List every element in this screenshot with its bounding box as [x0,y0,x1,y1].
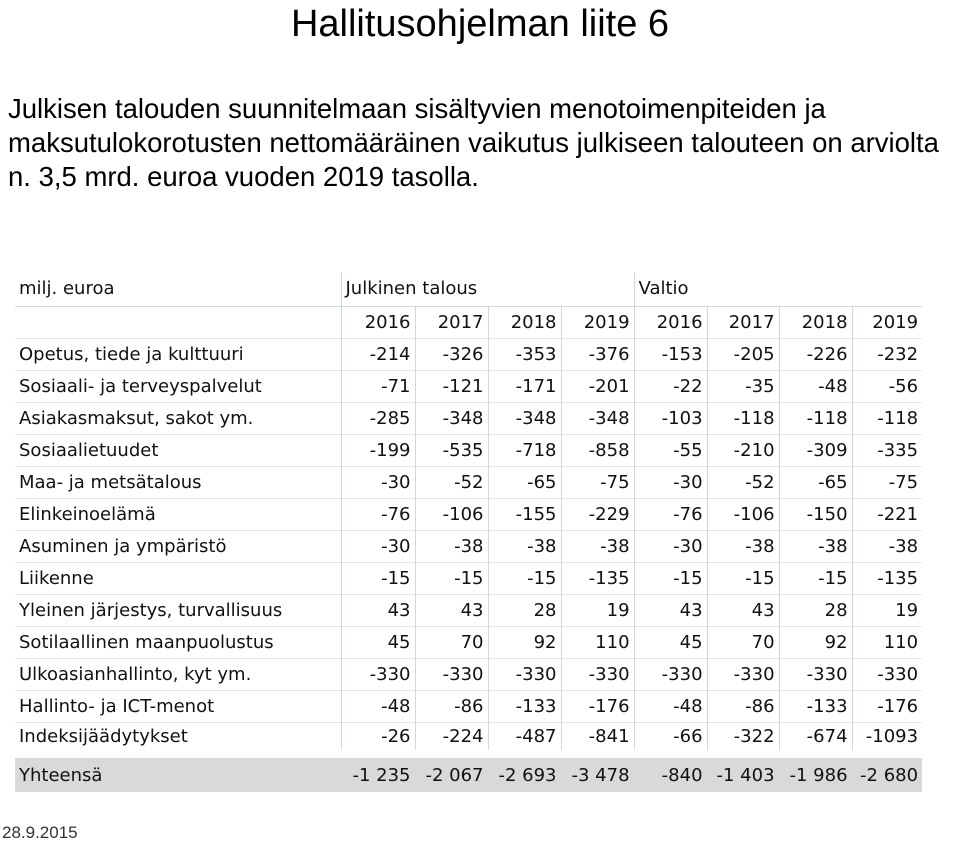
value-cell: -535 [415,434,488,466]
unit-label: milj. euroa [15,272,341,306]
budget-table [15,272,922,792]
value-cell: -76 [634,498,707,530]
value-cell: -330 [707,658,779,690]
value-cell: -133 [488,690,561,722]
value-cell: -30 [634,466,707,498]
value-cell: -285 [341,402,415,434]
year-header: 2016 [341,306,415,338]
budget-table-container [15,272,922,798]
value-cell: 43 [707,594,779,626]
table-row [15,658,922,690]
value-cell: -30 [341,530,415,562]
row-label: Sotilaallinen maanpuolustus [15,626,341,658]
table-row [15,402,922,434]
value-cell: -133 [779,690,852,722]
value-cell: -221 [852,498,922,530]
value-cell: -38 [561,530,634,562]
table-row [15,498,922,530]
value-cell: -118 [707,402,779,434]
value-cell: -106 [707,498,779,530]
year-header: 2018 [488,306,561,338]
value-cell: 110 [852,626,922,658]
value-cell: -330 [852,658,922,690]
value-cell: -55 [634,434,707,466]
slide-title: Hallitusohjelman liite 6 [290,3,670,45]
table-row [15,690,922,722]
value-cell: -330 [634,658,707,690]
value-cell: -232 [852,338,922,370]
value-cell: -674 [779,722,852,754]
value-cell: -15 [341,562,415,594]
value-cell: -121 [415,370,488,402]
group-header-julkinen-talous: Julkinen talous [341,272,634,306]
value-cell: -52 [415,466,488,498]
value-cell: -22 [634,370,707,402]
table-header-groups [15,272,922,306]
row-label: Yleinen järjestys, turvallisuus [15,594,341,626]
value-cell: -76 [341,498,415,530]
value-cell: -201 [561,370,634,402]
row-label: Elinkeinoelämä [15,498,341,530]
value-cell: -224 [415,722,488,754]
value-cell: -214 [341,338,415,370]
row-label: Hallinto- ja ICT-menot [15,690,341,722]
value-cell: -176 [852,690,922,722]
value-cell: -38 [415,530,488,562]
value-cell: -176 [561,690,634,722]
value-cell: -718 [488,434,561,466]
value-cell: 45 [634,626,707,658]
value-cell: 70 [707,626,779,658]
value-cell: -210 [707,434,779,466]
table-row [15,466,922,498]
value-cell: 28 [488,594,561,626]
value-cell: -15 [779,562,852,594]
value-cell: -48 [341,690,415,722]
total-value-cell: -840 [634,754,707,792]
value-cell: 19 [561,594,634,626]
row-label: Asuminen ja ympäristö [15,530,341,562]
value-cell: 43 [634,594,707,626]
value-cell: -858 [561,434,634,466]
row-label: Maa- ja metsätalous [15,466,341,498]
table-row [15,434,922,466]
value-cell: 28 [779,594,852,626]
total-value-cell: -1 235 [341,754,415,792]
value-cell: -71 [341,370,415,402]
value-cell: -48 [634,690,707,722]
value-cell: 92 [779,626,852,658]
table-row [15,626,922,658]
table-row [15,562,922,594]
value-cell: -841 [561,722,634,754]
value-cell: -326 [415,338,488,370]
year-header: 2017 [707,306,779,338]
slide-subtitle: Julkisen talouden suunnitelmaan sisältyvien menotoimenpiteiden ja maksutulokorotusten nettomääräinen vaikutus julkiseen talouteen on arviolta n. 3,5 mrd. euroa vuoden 2019 tasolla. [8,93,939,192]
total-row [15,754,922,792]
total-value-cell: -1 403 [707,754,779,792]
value-cell: -15 [415,562,488,594]
value-cell: -65 [779,466,852,498]
value-cell: -15 [488,562,561,594]
table-row [15,338,922,370]
value-cell: -353 [488,338,561,370]
value-cell: -38 [488,530,561,562]
value-cell: -66 [634,722,707,754]
value-cell: -376 [561,338,634,370]
value-cell: -30 [341,466,415,498]
value-cell: -106 [415,498,488,530]
value-cell: -330 [779,658,852,690]
value-cell: -38 [779,530,852,562]
value-cell: -150 [779,498,852,530]
value-cell: -335 [852,434,922,466]
value-cell: -135 [852,562,922,594]
value-cell: -153 [634,338,707,370]
table-row [15,370,922,402]
value-cell: -229 [561,498,634,530]
value-cell: -348 [561,402,634,434]
value-cell: 70 [415,626,488,658]
row-label: Ulkoasianhallinto, kyt ym. [15,658,341,690]
value-cell: 43 [415,594,488,626]
value-cell: -171 [488,370,561,402]
value-cell: -75 [852,466,922,498]
value-cell: 19 [852,594,922,626]
value-cell: -330 [561,658,634,690]
value-cell: -86 [707,690,779,722]
value-cell: -103 [634,402,707,434]
row-label: Opetus, tiede ja kulttuuri [15,338,341,370]
value-cell: -309 [779,434,852,466]
total-label: Yhteensä [15,754,341,792]
row-label: Sosiaali- ja terveyspalvelut [15,370,341,402]
total-value-cell: -1 986 [779,754,852,792]
value-cell: -322 [707,722,779,754]
table-row [15,594,922,626]
year-header: 2016 [634,306,707,338]
total-value-cell: -2 067 [415,754,488,792]
slide-date: 28.9.2015 [2,823,78,842]
value-cell: -86 [415,690,488,722]
value-cell: -135 [561,562,634,594]
total-value-cell: -3 478 [561,754,634,792]
value-cell: -35 [707,370,779,402]
year-header: 2018 [779,306,852,338]
empty-header-cell [15,306,341,338]
total-value-cell: -2 693 [488,754,561,792]
value-cell: -1093 [852,722,922,754]
value-cell: -38 [707,530,779,562]
value-cell: -48 [779,370,852,402]
year-header: 2019 [852,306,922,338]
value-cell: -56 [852,370,922,402]
value-cell: -348 [488,402,561,434]
value-cell: -26 [341,722,415,754]
value-cell: -30 [634,530,707,562]
value-cell: -118 [779,402,852,434]
value-cell: -487 [488,722,561,754]
value-cell: -65 [488,466,561,498]
row-label: Sosiaalietuudet [15,434,341,466]
table-row [15,722,922,754]
value-cell: -205 [707,338,779,370]
row-label: Indeksijäädytykset [15,722,341,754]
value-cell: -330 [341,658,415,690]
value-cell: 110 [561,626,634,658]
row-label: Liikenne [15,562,341,594]
value-cell: 43 [341,594,415,626]
value-cell: -15 [707,562,779,594]
value-cell: -199 [341,434,415,466]
value-cell: -118 [852,402,922,434]
table-header-years [15,306,922,338]
value-cell: -330 [415,658,488,690]
value-cell: -52 [707,466,779,498]
value-cell: -330 [488,658,561,690]
value-cell: -15 [634,562,707,594]
value-cell: -348 [415,402,488,434]
year-header: 2017 [415,306,488,338]
group-header-valtio: Valtio [638,278,689,300]
value-cell: -75 [561,466,634,498]
value-cell: 92 [488,626,561,658]
value-cell: -226 [779,338,852,370]
table-row [15,530,922,562]
value-cell: -155 [488,498,561,530]
year-header: 2019 [561,306,634,338]
row-label: Asiakasmaksut, sakot ym. [15,402,341,434]
value-cell: -38 [852,530,922,562]
total-value-cell: -2 680 [852,754,922,792]
value-cell: 45 [341,626,415,658]
